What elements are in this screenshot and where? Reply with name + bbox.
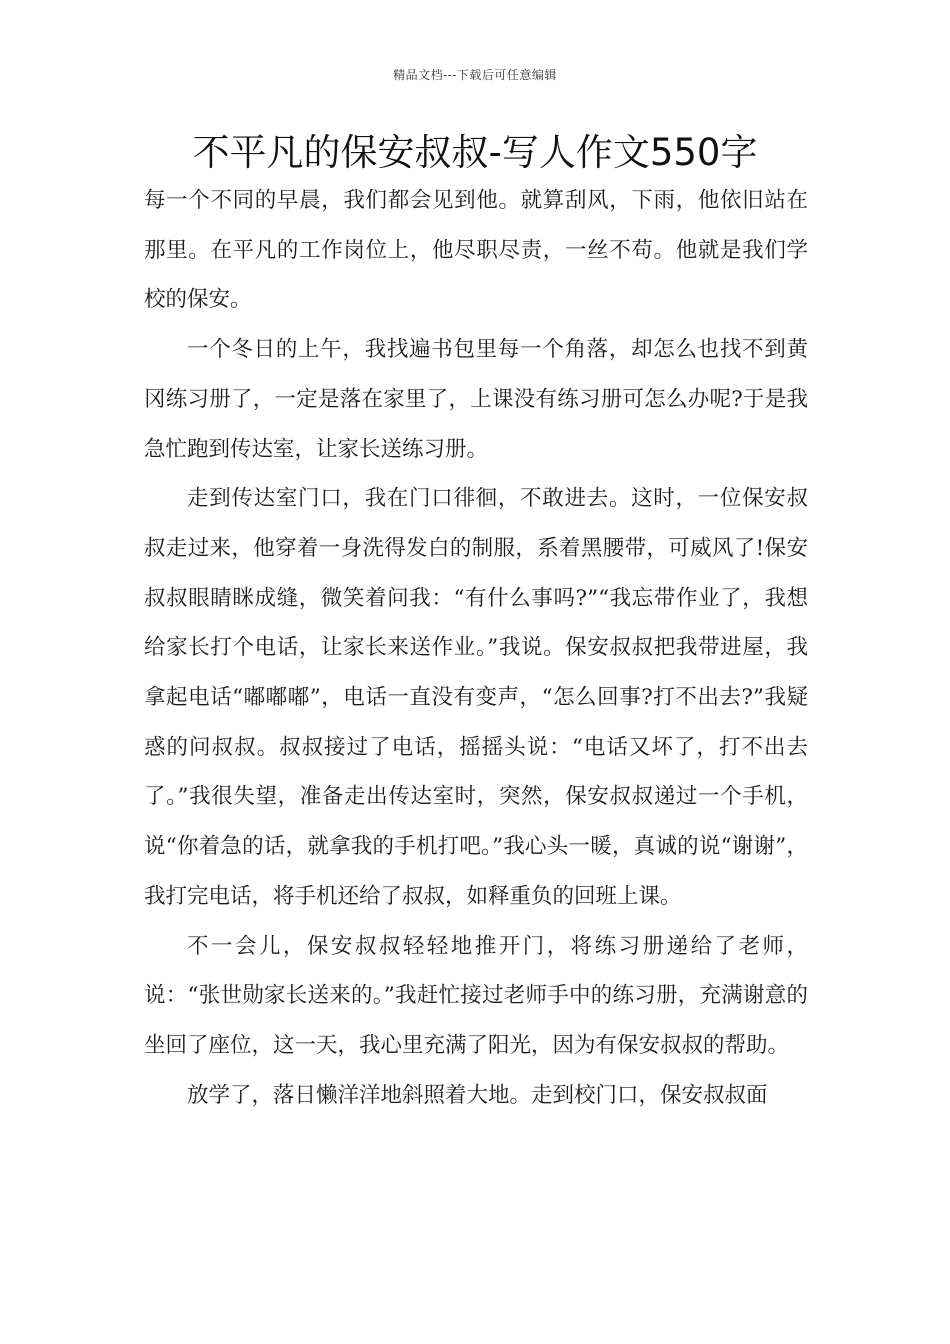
paragraph-1: 每一个不同的早晨，我们都会见到他。就算刮风，下雨，他依旧站在那里。在平凡的工作岗位上，他尽职尽责，一丝不苟。他就是我们学校的保安。 — [144, 188, 808, 313]
paragraph-4: 不一会儿，保安叔叔轻轻地推开门，将练习册递给了老师，说：“张世勋家长送来的。”我赶忙接过老师手中的练习册，充满谢意的坐回了座位，这一天，我心里充满了阳光，因为有保安叔叔的帮助。 — [144, 933, 808, 1058]
header-note: 精品文档---下载后可任意编辑 — [393, 68, 557, 82]
paragraph-3: 走到传达室门口，我在门口徘徊，不敢进去。这时，一位保安叔叔走过来，他穿着一身洗得发白的制服，系着黑腰带，可威风了!保安叔叔眼睛眯成缝，微笑着问我：“有什么事吗?”“我忘带作业了，我想给家长打个电话，让家长来送作业。”我说。保安叔叔把我带进屋，我拿起电话“嘟嘟嘟”，电话一直没有变声，“怎么回事?打不出去?”我疑惑的问叔叔。叔叔接过了电话，摇摇头说：“电话又坏了，打不出去了。”我很失望，准备走出传达室时，突然，保安叔叔递过一个手机，说“你着急的话，就拿我的手机打吧。”我心头一暖，真诚的说“谢谢”，我打完电话，将手机还给了叔叔，如释重负的回班上课。 — [144, 486, 808, 909]
document-title: 不平凡的保安叔叔-写人作文550字 — [192, 131, 758, 174]
paragraph-2: 一个冬日的上午，我找遍书包里每一个角落，却怎么也找不到黄冈练习册了，一定是落在家里了，上课没有练习册可怎么办呢?于是我急忙跑到传达室，让家长送练习册。 — [144, 337, 808, 462]
paragraph-5: 放学了，落日懒洋洋地斜照着大地。走到校门口，保安叔叔面 — [187, 1082, 768, 1108]
document-body — [144, 176, 808, 1120]
